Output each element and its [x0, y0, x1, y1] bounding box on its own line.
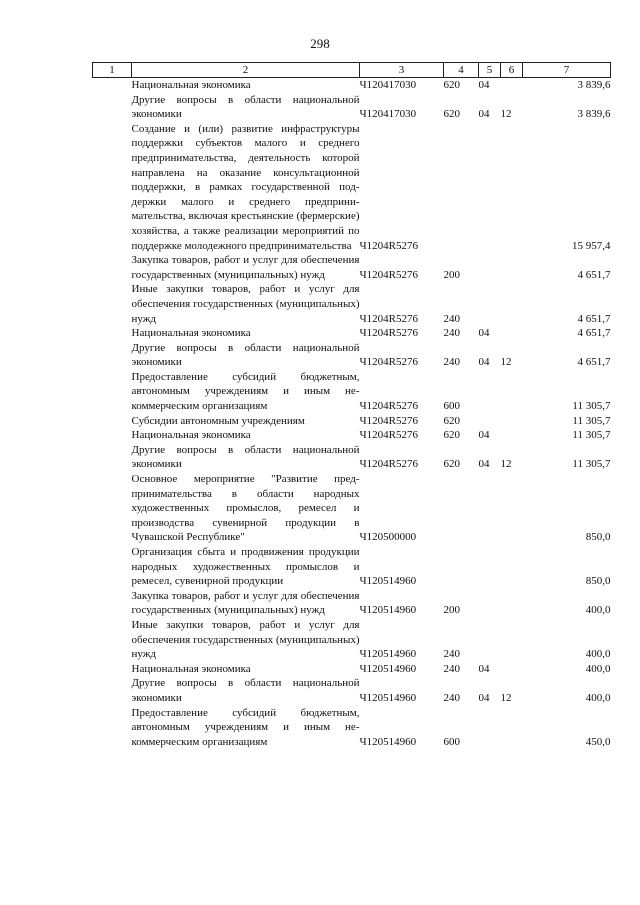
row-section: 200 [443, 604, 460, 617]
row-type [501, 428, 523, 443]
header-col-4: 4 [444, 63, 479, 78]
header-col-5: 5 [479, 63, 501, 78]
table-row [93, 706, 611, 750]
row-sum: 3 839,6 [577, 108, 611, 121]
row-subsection [479, 122, 501, 253]
header-col-6: 6 [501, 63, 523, 78]
row-code: Ч120514960 [359, 735, 417, 748]
row-code: Ч1204R5276 [359, 268, 418, 281]
table-row [93, 282, 611, 326]
row-section: 240 [443, 662, 460, 675]
row-sum: 11 305,7 [572, 458, 611, 471]
row-section: 240 [443, 312, 460, 325]
row-sum: 15 957,4 [572, 239, 611, 252]
row-section [444, 545, 479, 589]
row-code: Ч1204R5276 [359, 458, 418, 471]
row-sum: 850,0 [585, 575, 611, 588]
row-number-cell [93, 78, 132, 93]
row-name: Национальная экономика [131, 327, 251, 340]
row-subsection [479, 282, 501, 326]
table-row [93, 341, 611, 370]
row-code: Ч1204R5276 [359, 327, 418, 340]
row-type [501, 662, 523, 677]
row-name: Иные закупки товаров, работ и услуг для обеспечения государственных (муниципальных) нужд [131, 618, 360, 661]
row-code: Ч120514960 [359, 604, 417, 617]
row-name: Организация сбыта и продвижения продукции народных художественных промыслов и ремесел, сувенирной продукции [131, 546, 360, 588]
row-name: Создание и (или) развитие инфраструктуры поддержки субъектов малого и среднего предпринимательства, деятельность которой направлена на оказание консультационной поддержки, в рамках государственной поддержки малого и среднего предпринимательства, включая крестьянские (фермерские) хозяйства, а также реализации мероприятий по поддержке молодежного предпринимательства [131, 122, 360, 252]
row-type [501, 472, 523, 545]
header-col-1: 1 [93, 63, 132, 78]
table-row [93, 326, 611, 341]
row-type [501, 414, 523, 429]
table-row [93, 618, 611, 662]
row-section: 620 [443, 108, 460, 121]
table-row [93, 428, 611, 443]
header-col-3: 3 [360, 63, 444, 78]
row-number-cell [93, 414, 132, 429]
row-number-cell [93, 93, 132, 122]
row-type: 12 [500, 108, 512, 121]
row-sum: 11 305,7 [572, 429, 611, 442]
row-number-cell [93, 253, 132, 282]
row-type [501, 282, 523, 326]
row-code: Ч1204R5276 [359, 356, 418, 369]
page-number: 298 [310, 36, 330, 51]
row-subsection [479, 706, 501, 750]
row-number-cell [93, 662, 132, 677]
row-code: Ч120500000 [359, 531, 417, 544]
row-subsection: 04 [478, 458, 490, 471]
row-number-cell [93, 472, 132, 545]
row-subsection [479, 414, 501, 429]
row-code: Ч120514960 [359, 662, 417, 675]
row-sum: 11 305,7 [572, 414, 611, 427]
row-name: Национальная экономика [131, 79, 251, 91]
row-section: 600 [443, 400, 460, 413]
row-sum: 4 651,7 [577, 327, 611, 340]
row-sum: 400,0 [585, 691, 611, 704]
row-sum: 400,0 [585, 648, 611, 661]
row-number-cell [93, 122, 132, 253]
table-row [93, 122, 611, 253]
row-code: Ч1204R5276 [359, 312, 418, 325]
row-name: Предоставление субсидий бюджетным, автономным учреждениям и иным некоммерческим организациям [131, 370, 360, 413]
row-section: 620 [443, 414, 460, 427]
row-subsection [479, 618, 501, 662]
row-sum: 400,0 [585, 662, 611, 675]
row-subsection: 04 [478, 356, 490, 369]
row-sum: 4 651,7 [577, 356, 611, 369]
row-section: 240 [443, 691, 460, 704]
table-row [93, 589, 611, 618]
table-row [93, 93, 611, 122]
row-number-cell [93, 428, 132, 443]
row-subsection [479, 589, 501, 618]
row-name: Национальная экономика [131, 662, 251, 675]
row-code: Ч120514960 [359, 691, 417, 704]
row-code: Ч120514960 [359, 648, 417, 661]
table-row [93, 662, 611, 677]
row-name: Предоставление субсидий бюджетным, автономным учреждениям и иным некоммерческим организациям [131, 706, 360, 748]
row-type [501, 589, 523, 618]
row-sum: 400,0 [585, 604, 611, 617]
table-row [93, 676, 611, 705]
row-section: 240 [443, 648, 460, 661]
row-type [501, 326, 523, 341]
row-subsection [479, 545, 501, 589]
row-name: Закупка товаров, работ и услуг для обеспечения государственных (муниципальных) нужд [131, 589, 360, 617]
row-name: Другие вопросы в области национальной экономики [131, 443, 360, 471]
row-section: 600 [443, 735, 460, 748]
table-row [93, 414, 611, 429]
budget-table [92, 62, 611, 749]
row-section: 200 [443, 268, 460, 281]
row-code: Ч1204R5276 [359, 400, 418, 413]
row-section: 620 [443, 458, 460, 471]
table-row [93, 253, 611, 282]
row-type [501, 545, 523, 589]
row-code: Ч120417030 [359, 79, 417, 91]
row-number-cell [93, 341, 132, 370]
header-col-7: 7 [523, 63, 611, 78]
row-number-cell [93, 676, 132, 705]
row-type [501, 253, 523, 282]
row-subsection [479, 253, 501, 282]
header-row [93, 63, 611, 78]
row-name: Другие вопросы в области национальной экономики [131, 341, 360, 369]
row-subsection [479, 472, 501, 545]
row-section: 240 [443, 356, 460, 369]
row-number-cell [93, 706, 132, 750]
row-code: Ч1204R5276 [359, 239, 418, 252]
row-code: Ч120417030 [359, 108, 417, 121]
row-type: 12 [500, 356, 512, 369]
row-name: Иные закупки товаров, работ и услуг для обеспечения государственных (муниципальных) нужд [131, 283, 360, 325]
table-row [93, 472, 611, 545]
row-subsection: 04 [478, 691, 490, 704]
row-code: Ч1204R5276 [359, 429, 418, 442]
row-type: 12 [500, 691, 512, 704]
row-subsection [479, 370, 501, 414]
row-number-cell [93, 443, 132, 472]
table-row [93, 370, 611, 414]
row-type [501, 122, 523, 253]
row-sum: 850,0 [585, 531, 611, 544]
row-sum: 4 651,7 [577, 312, 611, 325]
row-sum: 11 305,7 [572, 400, 611, 413]
row-type [501, 618, 523, 662]
row-sum: 3 839,6 [577, 79, 611, 91]
row-type: 12 [500, 458, 512, 471]
row-subsection: 04 [478, 327, 490, 340]
row-name: Другие вопросы в области национальной экономики [131, 93, 360, 121]
row-section: 620 [443, 79, 460, 91]
row-section [444, 122, 479, 253]
table-row [93, 78, 611, 93]
row-name: Основное мероприятие "Развитие предпринимательства в области народных художественных промыслов, ремесел и производства сувенирной продукции в Чувашской Республике" [131, 473, 360, 544]
row-name: Национальная экономика [131, 429, 251, 442]
row-sum: 4 651,7 [577, 268, 611, 281]
table-row [93, 443, 611, 472]
row-name: Субсидии автономным учреждениям [131, 414, 305, 427]
header-col-2: 2 [132, 63, 360, 78]
table-row [93, 545, 611, 589]
row-code: Ч120514960 [359, 575, 417, 588]
row-section: 620 [443, 429, 460, 442]
row-name: Другие вопросы в области национальной экономики [131, 677, 360, 704]
row-sum: 450,0 [585, 735, 611, 748]
row-type [501, 78, 523, 93]
row-subsection: 04 [478, 108, 490, 121]
table-body [93, 78, 611, 750]
row-subsection: 04 [478, 429, 490, 442]
row-number-cell [93, 326, 132, 341]
row-number-cell [93, 545, 132, 589]
row-subsection: 04 [478, 662, 490, 675]
row-number-cell [93, 370, 132, 414]
row-section [444, 472, 479, 545]
row-subsection: 04 [478, 79, 490, 91]
row-type [501, 706, 523, 750]
row-number-cell [93, 282, 132, 326]
row-code: Ч1204R5276 [359, 414, 418, 427]
row-type [501, 370, 523, 414]
row-number-cell [93, 618, 132, 662]
row-name: Закупка товаров, работ и услуг для обеспечения государственных (муниципальных) нужд [131, 254, 360, 281]
row-number-cell [93, 589, 132, 618]
row-section: 240 [443, 327, 460, 340]
